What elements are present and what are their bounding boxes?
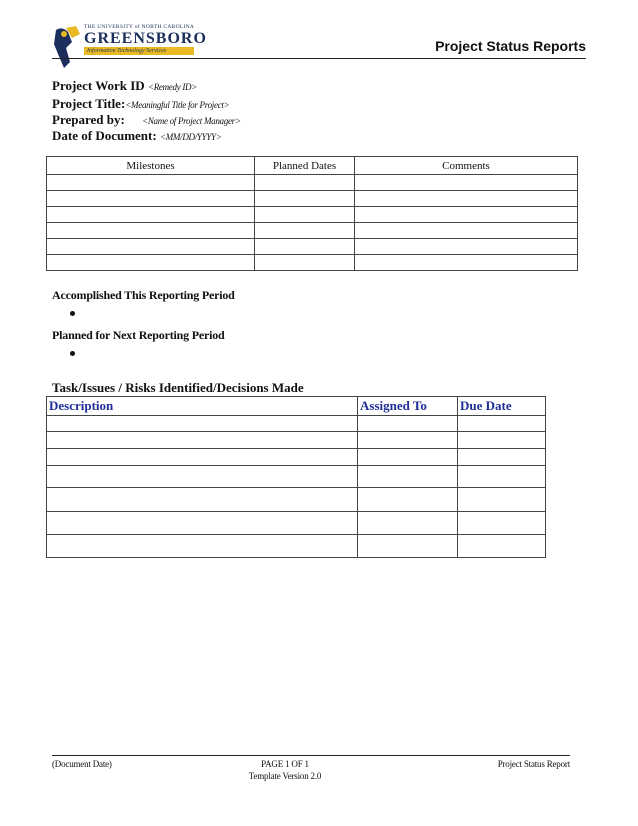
header-rule	[52, 58, 586, 59]
table-cell[interactable]	[355, 223, 578, 239]
table-cell[interactable]	[458, 512, 546, 535]
table-cell[interactable]	[47, 512, 358, 535]
table-cell[interactable]	[358, 432, 458, 449]
table-cell[interactable]	[255, 191, 355, 207]
footer-template-version: Template Version 2.0	[248, 771, 322, 781]
table-row	[47, 191, 578, 207]
table-row	[47, 239, 578, 255]
due-date-header: Due Date	[458, 397, 546, 416]
table-row	[47, 535, 546, 558]
table-cell[interactable]	[355, 175, 578, 191]
table-cell[interactable]	[47, 191, 255, 207]
table-row	[47, 488, 546, 512]
prepared-by-label: Prepared by:	[52, 112, 125, 127]
project-title-label: Project Title:	[52, 96, 126, 111]
document-header-title: Project Status Reports	[435, 38, 586, 54]
logo-university-text: THE UNIVERSITY of NORTH CAROLINA	[84, 24, 195, 30]
footer-report-name: Project Status Report	[497, 759, 570, 769]
table-cell[interactable]	[47, 535, 358, 558]
bullet-icon	[70, 311, 75, 316]
table-row	[47, 175, 578, 191]
table-cell[interactable]	[255, 207, 355, 223]
tasks-header-row	[47, 397, 546, 416]
milestones-header-row	[47, 157, 578, 175]
table-cell[interactable]	[358, 535, 458, 558]
table-cell[interactable]	[355, 239, 578, 255]
accomplished-heading: Accomplished This Reporting Period	[52, 288, 235, 302]
tasks-heading: Task/Issues / Risks Identified/Decisions Made	[52, 380, 304, 395]
table-cell[interactable]	[358, 488, 458, 512]
footer-rule	[52, 755, 570, 756]
description-header: Description	[47, 397, 358, 416]
milestones-header: Milestones	[47, 157, 255, 175]
table-cell[interactable]	[47, 255, 255, 271]
table-row	[47, 207, 578, 223]
table-cell[interactable]	[355, 191, 578, 207]
tasks-table	[46, 396, 546, 558]
table-cell[interactable]	[458, 416, 546, 432]
table-cell[interactable]	[255, 239, 355, 255]
table-row	[47, 416, 546, 432]
table-cell[interactable]	[458, 466, 546, 488]
table-cell[interactable]	[47, 207, 255, 223]
table-cell[interactable]	[47, 416, 358, 432]
table-cell[interactable]	[458, 488, 546, 512]
footer-document-date: (Document Date)	[52, 759, 112, 769]
table-cell[interactable]	[458, 535, 546, 558]
project-title-value: <Meaningful Title for Project>	[125, 100, 230, 110]
assigned-to-header: Assigned To	[358, 397, 458, 416]
table-cell[interactable]	[255, 255, 355, 271]
table-cell[interactable]	[47, 175, 255, 191]
prepared-by-line	[52, 112, 241, 128]
project-work-id-line	[52, 78, 197, 94]
table-row	[47, 466, 546, 488]
table-cell[interactable]	[47, 223, 255, 239]
date-of-document-label: Date of Document:	[52, 128, 157, 143]
project-work-id-label: Project Work ID	[52, 78, 145, 93]
table-cell[interactable]	[255, 223, 355, 239]
table-cell[interactable]	[47, 432, 358, 449]
table-cell[interactable]	[458, 449, 546, 466]
planned-dates-header: Planned Dates	[255, 157, 355, 175]
logo-text	[84, 24, 207, 70]
table-cell[interactable]	[255, 175, 355, 191]
prepared-by-value: <Name of Project Manager>	[142, 116, 241, 126]
table-row	[47, 512, 546, 535]
date-of-document-line	[52, 128, 222, 144]
table-cell[interactable]	[47, 239, 255, 255]
table-cell[interactable]	[458, 432, 546, 449]
comments-header: Comments	[355, 157, 578, 175]
table-cell[interactable]	[47, 466, 358, 488]
project-title-line	[52, 96, 229, 112]
table-cell[interactable]	[47, 488, 358, 512]
table-cell[interactable]	[358, 416, 458, 432]
table-row	[47, 432, 546, 449]
project-work-id-value: <Remedy ID>	[147, 82, 197, 92]
table-row	[47, 223, 578, 239]
table-cell[interactable]	[355, 255, 578, 271]
date-of-document-value: <MM/DD/YYYY>	[159, 132, 222, 142]
table-cell[interactable]	[358, 466, 458, 488]
planned-heading: Planned for Next Reporting Period	[52, 328, 225, 342]
table-row	[47, 255, 578, 271]
bullet-icon	[70, 351, 75, 356]
table-cell[interactable]	[358, 449, 458, 466]
table-cell[interactable]	[355, 207, 578, 223]
table-cell[interactable]	[358, 512, 458, 535]
table-cell[interactable]	[47, 449, 358, 466]
logo-its-bar: Information Technology Services	[84, 47, 194, 55]
logo-greensboro-text: GREENSBORO	[84, 30, 207, 47]
footer-page-number: PAGE 1 OF 1	[261, 759, 309, 769]
milestones-table	[46, 156, 578, 271]
table-row	[47, 449, 546, 466]
